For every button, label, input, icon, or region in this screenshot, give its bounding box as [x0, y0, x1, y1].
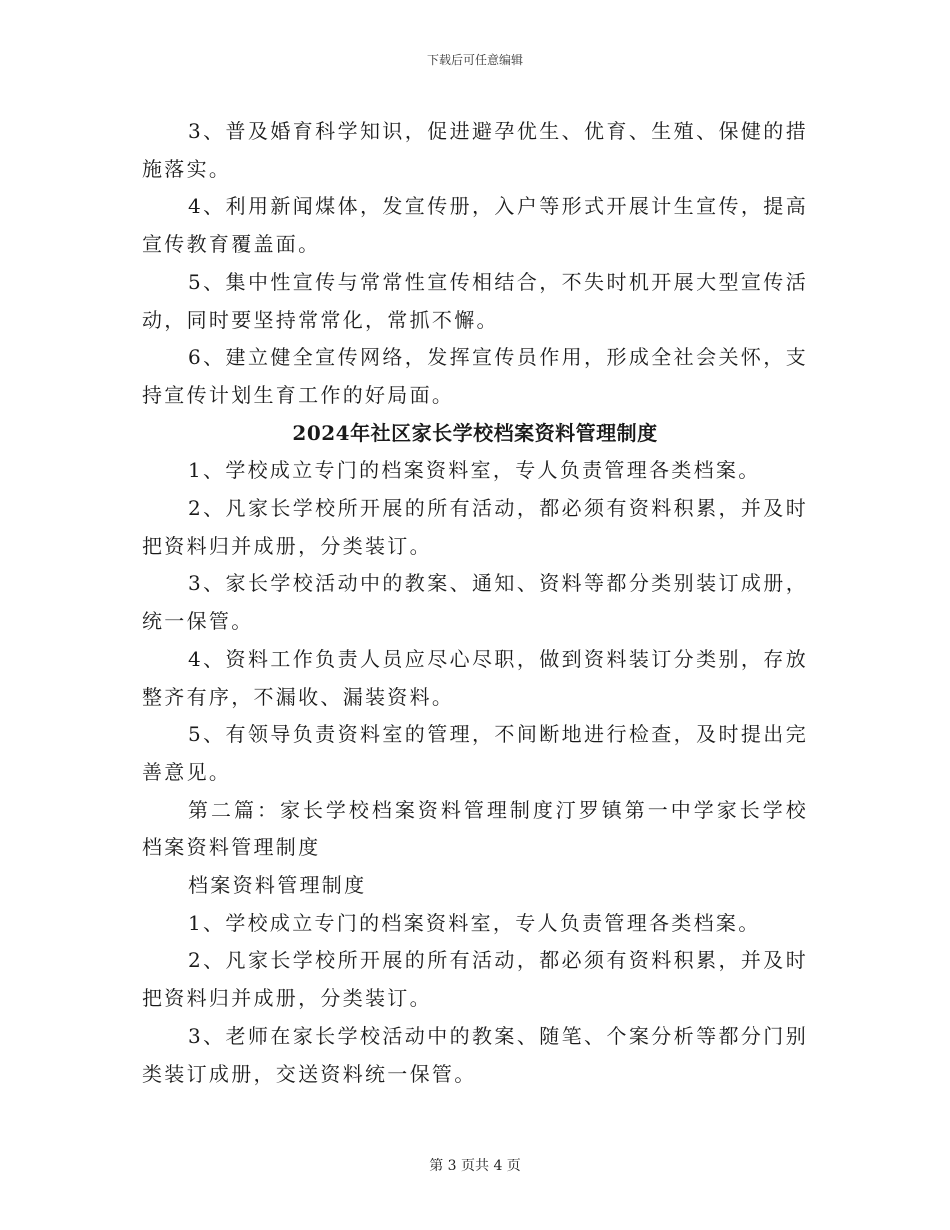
paragraph: 5、有领导负责资料室的管理，不间断地进行检查，及时提出完善意见。: [142, 722, 808, 784]
paragraph: 4、利用新闻煤体，发宣传册，入户等形式开展计生宣传，提高宣传教育覆盖面。: [142, 194, 808, 257]
paragraph: 6、建立健全宣传网络，发挥宣传员作用，形成全社会关怀，支持宣传计划生育工作的好局面。: [142, 345, 808, 407]
paragraph: 第二篇：家长学校档案资料管理制度汀罗镇第一中学家长学校档案资料管理制度: [142, 797, 808, 860]
page-number: 第 3 页共 4 页: [429, 1158, 521, 1174]
paragraph: 档案资料管理制度: [188, 873, 367, 898]
paragraph: 2、凡家长学校所开展的所有活动，都必须有资料积累，并及时把资料归并成册，分类装订。: [142, 948, 808, 1011]
paragraph: 5、集中性宣传与常常性宣传相结合，不失时机开展大型宣传活动，同时要坚持常常化，常抓不懈。: [142, 269, 808, 332]
section-title: 2024年社区家长学校档案资料管理制度: [292, 420, 658, 445]
paragraph: 3、家长学校活动中的教案、通知、资料等都分类别装订成册，统一保管。: [142, 571, 808, 634]
paragraph: 3、老师在家长学校活动中的教案、随笔、个案分析等都分门别类装订成册，交送资料统一保管。: [142, 1023, 808, 1086]
paragraph: 4、资料工作负责人员应尽心尽职，做到资料装订分类别，存放整齐有序，不漏收、漏装资料。: [142, 646, 808, 709]
paragraph: 2、凡家长学校所开展的所有活动，都必须有资料积累，并及时把资料归并成册，分类装订。: [142, 496, 808, 558]
paragraph: 1、学校成立专门的档案资料室，专人负责管理各类档案。: [188, 910, 761, 935]
paragraph: 1、学校成立专门的档案资料室，专人负责管理各类档案。: [188, 458, 761, 483]
document-body: [142, 113, 808, 1093]
page-header: 下载后可任意编辑: [426, 53, 523, 67]
paragraph: 3、普及婚育科学知识，促进避孕优生、优育、生殖、保健的措施落实。: [142, 119, 808, 181]
